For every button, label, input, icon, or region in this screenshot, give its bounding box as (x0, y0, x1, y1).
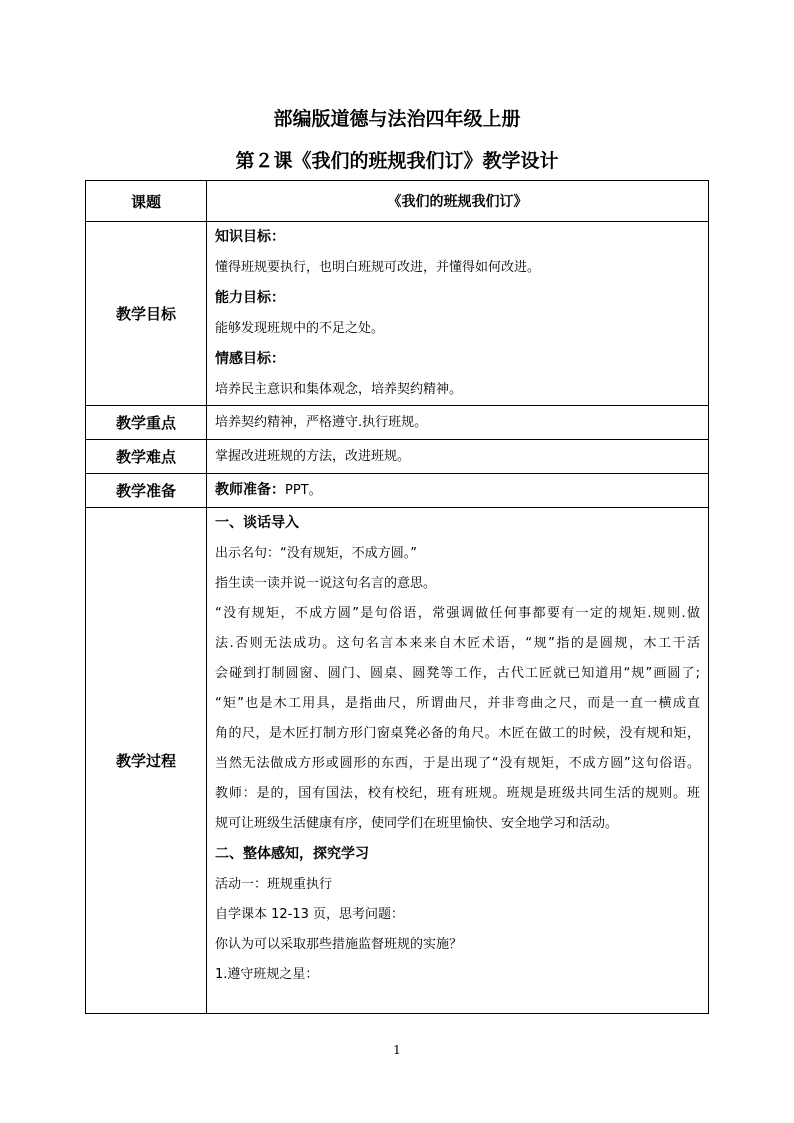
knowledge-heading: 知识目标： (215, 229, 285, 245)
key-points-content (207, 406, 709, 440)
ability-heading: 能力目标： (215, 290, 285, 306)
difficulties-text: 掌握改进班规的方法，改进班规。 (215, 448, 411, 464)
process-label: 教学过程 (86, 508, 207, 1014)
preparation-label: 教学准备 (86, 474, 207, 508)
difficulties-label: 教学难点 (86, 440, 207, 474)
table-row-difficulties (86, 440, 709, 474)
knowledge-text: 懂得班规要执行，也明白班规可改进，并懂得如何改进。 (215, 260, 541, 275)
process-line: “矩”也是木工用具，是指曲尺，所谓曲尺，并非弯曲之尺，而是一直一横成直 (215, 696, 700, 711)
preparation-text: PPT。 (285, 483, 322, 498)
process-line: 教师：是的，国有国法，校有校纪，班有班规。班规是班级共同生活的规则。班 (215, 786, 700, 801)
emotion-text: 培养民主意识和集体观念，培养契约精神。 (215, 382, 463, 397)
preparation-prefix: 教师准备： (215, 482, 285, 498)
process-line: 法.否则无法成功。这句名言本来来自木匠术语，“规”指的是圆规，木工干活 (215, 636, 700, 651)
table-row-objectives (86, 222, 709, 406)
emotion-heading: 情感目标： (215, 351, 285, 367)
table-row-process (86, 508, 709, 1014)
table-row-topic (86, 181, 709, 222)
lesson-plan-table (85, 180, 709, 1014)
ability-text: 能够发现班规中的不足之处。 (215, 321, 385, 336)
process-line: 规可让班级生活健康有序，使同学们在班里愉快、安全地学习和活动。 (215, 816, 619, 831)
preparation-content (207, 474, 709, 508)
process-content (207, 508, 709, 1014)
process-line: 你认为可以采取那些措施监督班规的实施？ (215, 937, 463, 952)
process-line: 1.遵守班规之星： (215, 967, 319, 982)
table-row-key-points (86, 406, 709, 440)
section2-heading: 二、整体感知，探究学习 (215, 846, 369, 862)
process-line: 指生读一读并说一说这句名言的意思。 (215, 576, 437, 591)
document-subtitle: 第２课《我们的班规我们订》教学设计 (235, 150, 559, 172)
process-line: 当然无法做成方形或圆形的东西，于是出现了“没有规矩，不成方圆”这句俗语。 (215, 756, 700, 771)
process-line: 活动一：班规重执行 (215, 877, 333, 892)
objectives-content (207, 222, 709, 406)
document-title: 部编版道德与法治四年级上册 (273, 108, 521, 130)
key-points-label: 教学重点 (86, 406, 207, 440)
section1-heading: 一、谈话导入 (215, 515, 299, 531)
process-line: 自学课本 12-13 页，思考问题： (215, 907, 405, 922)
process-line: 出示名句：“没有规矩，不成方圆。” (215, 546, 417, 561)
topic-label: 课题 (86, 181, 207, 222)
process-line: 角的尺，是木匠打制方形门窗桌凳必备的角尺。木匠在做工的时候，没有规和矩， (215, 726, 700, 741)
preparation-line (215, 475, 700, 506)
process-line: 会碰到打制圆窗、圆门、圆桌、圆凳等工作，古代工匠就已知道用“规”画圆了; (215, 666, 700, 681)
difficulties-content (207, 440, 709, 474)
objectives-label: 教学目标 (86, 222, 207, 406)
page-number: 1 (393, 1043, 401, 1057)
table-row-preparation (86, 474, 709, 508)
process-line: “没有规矩，不成方圆”是句俗语，常强调做任何事都要有一定的规矩.规则.做 (215, 606, 700, 621)
key-points-text: 培养契约精神，严格遵守.执行班规。 (215, 414, 428, 430)
topic-value: 《我们的班规我们订》 (207, 181, 709, 222)
